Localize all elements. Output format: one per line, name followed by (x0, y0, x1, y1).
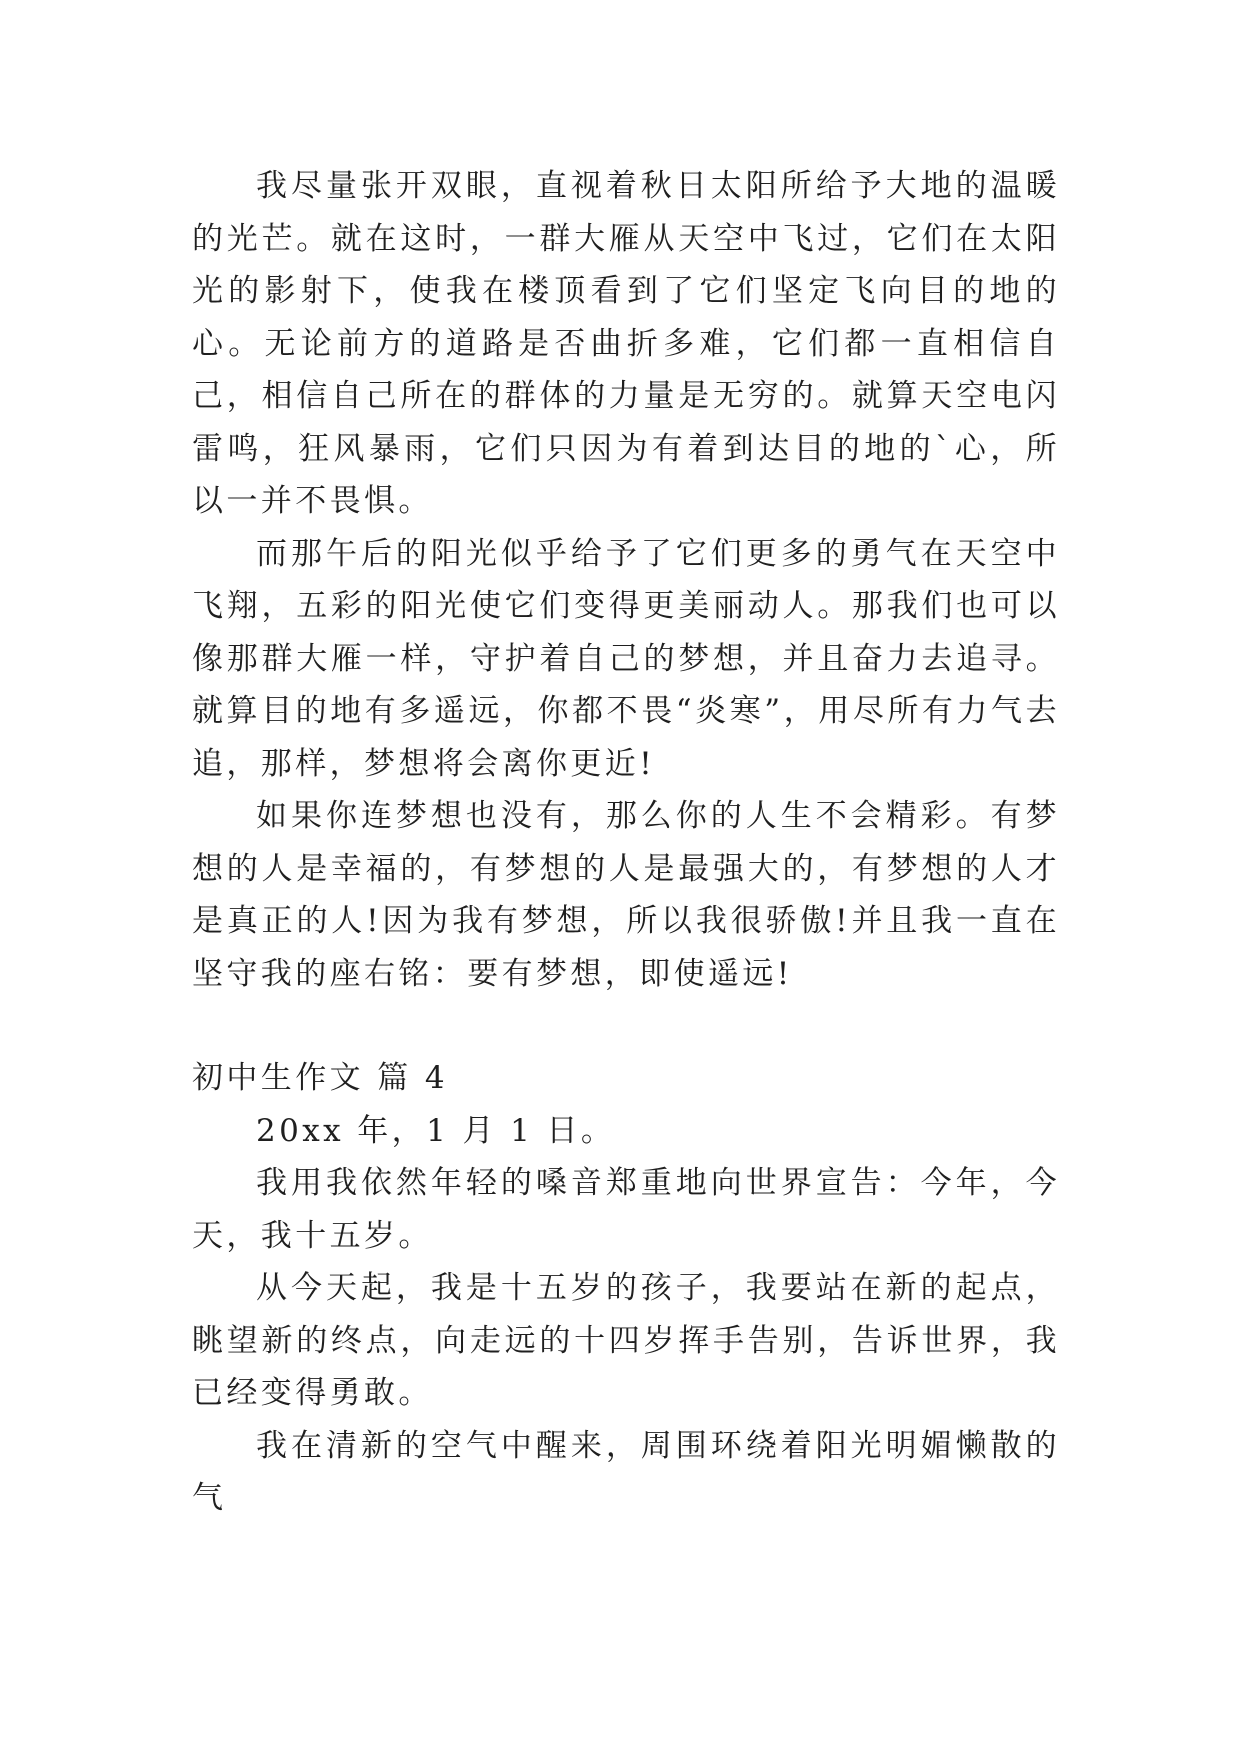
body-paragraph: 如果你连梦想也没有，那么你的人生不会精彩。有梦想的人是幸福的，有梦想的人是最强大的，有梦想的人才是真正的人!因为我有梦想，所以我很骄傲!并且我一直在坚守我的座右铭：要有梦想，即使遥远! (192, 798, 1060, 992)
date-line: 20xx 年，1 月 1 日。 (256, 1112, 616, 1149)
body-paragraph: 而那午后的阳光似乎给予了它们更多的勇气在天空中飞翔，五彩的阳光使它们变得更美丽动人。那我们也可以像那群大雁一样，守护着自己的梦想，并且奋力去追寻。就算目的地有多遥远，你都不畏“炎寒”，用尽所有力气去追，那样，梦想将会离你更近! (192, 535, 1060, 782)
body-paragraph: 我尽量张开双眼，直视着秋日太阳所给予大地的温暖的光芒。就在这时，一群大雁从天空中飞过，它们在太阳光的影射下，使我在楼顶看到了它们坚定飞向目的地的心。无论前方的道路是否曲折多难，它们都一直相信自己，相信自己所在的群体的力量是无穷的。就算天空电闪雷鸣，狂风暴雨，它们只因为有着到达目的地的`心，所以一并不畏惧。 (192, 168, 1060, 519)
body-paragraph: 我在清新的空气中醒来，周围环绕着阳光明媚懒散的气 (192, 1427, 1060, 1516)
body-paragraph: 我用我依然年轻的嗓音郑重地向世界宣告：今年，今天，我十五岁。 (192, 1165, 1060, 1254)
document-body (192, 160, 1060, 1525)
section-heading: 初中生作文 篇 4 (192, 1060, 449, 1096)
body-paragraph: 从今天起，我是十五岁的孩子，我要站在新的起点，眺望新的终点，向走远的十四岁挥手告别，告诉世界，我已经变得勇敢。 (192, 1270, 1060, 1411)
